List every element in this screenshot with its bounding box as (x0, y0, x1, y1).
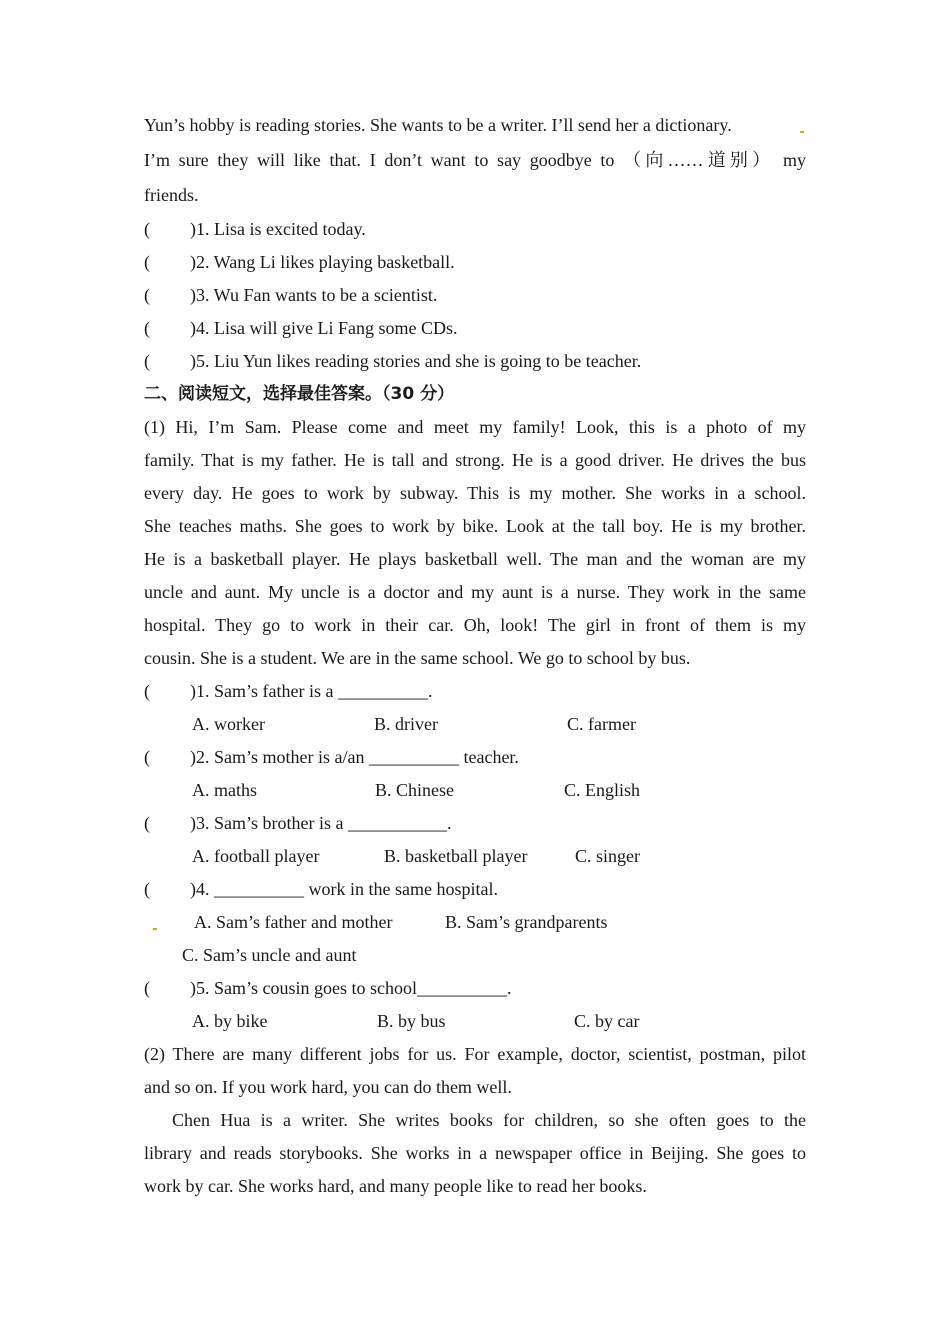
mc-question-1: ( )1. Sam’s father is a __________. (144, 681, 433, 701)
option-b: B. Chinese (375, 780, 454, 800)
option-a: A. by bike (192, 1011, 268, 1031)
section-2-heading: 二、阅读短文，选择最佳答案。（30 分） (144, 384, 455, 404)
passage2-line: (2) There are many different jobs for us. For example, doctor, scientist, postman, pilot (144, 1044, 806, 1064)
option-b: B. by bus (377, 1011, 446, 1031)
passage2-line: library and reads storybooks. She works in a newspaper office in Beijing. She goes to (144, 1143, 806, 1163)
passage1-line: hospital. They go to work in their car. Oh, look! The girl in front of them is my (144, 615, 806, 635)
mc-options-2 (144, 774, 806, 807)
tf-question-1: ( )1. Lisa is excited today. (144, 219, 366, 239)
mc-question-3: ( )3. Sam’s brother is a ___________. (144, 813, 452, 833)
option-a: A. maths (192, 780, 257, 800)
intro-text-3: friends. (144, 185, 199, 205)
tf-question-5: ( )5. Liu Yun likes reading stories and she is going to be teacher. (144, 351, 642, 371)
passage1-line: (1) Hi, I’m Sam. Please come and meet my family! Look, this is a photo of my (144, 417, 806, 437)
mc-options-5 (144, 1005, 806, 1038)
passage1-line: cousin. She is a student. We are in the same school. We go to school by bus. (144, 648, 691, 668)
option-a: A. football player (192, 846, 320, 866)
option-c: C. English (564, 780, 641, 800)
passage1-line: family. That is my father. He is tall and strong. He is a good driver. He drives the bus (144, 450, 806, 470)
intro-text-2: I’m sure they will like that. I don’t want to say goodbye to （向……道别） my (144, 150, 806, 170)
highlight-mark (800, 131, 804, 133)
passage1-line: uncle and aunt. My uncle is a doctor and my aunt is a nurse. They work in the same (144, 582, 806, 602)
option-b: B. driver (374, 714, 438, 734)
option-b: B. basketball player (384, 846, 528, 866)
intro-line-2 (144, 143, 806, 178)
option-b: B. Sam’s grandparents (445, 912, 608, 932)
option-c: C. Sam’s uncle and aunt (182, 945, 357, 965)
option-c: C. by car (574, 1011, 640, 1031)
passage1-line: every day. He goes to work by subway. This is my mother. She works in a school. (144, 483, 806, 503)
option-a: A. Sam’s father and mother (194, 912, 393, 932)
intro-line-1 (144, 108, 806, 143)
worksheet-page (144, 108, 806, 1203)
tf-question-2: ( )2. Wang Li likes playing basketball. (144, 252, 455, 272)
mc-options-3 (144, 840, 806, 873)
intro-line-3 (144, 178, 806, 213)
option-c: C. singer (575, 846, 640, 866)
mc-options-4 (144, 906, 806, 939)
mc-question-5: ( )5. Sam’s cousin goes to school__________. (144, 978, 512, 998)
tf-question-3: ( )3. Wu Fan wants to be a scientist. (144, 285, 438, 305)
passage1-line: She teaches maths. She goes to work by bike. Look at the tall boy. He is my brother. (144, 516, 806, 536)
mc-options-1 (144, 708, 806, 741)
passage2-line: and so on. If you work hard, you can do them well. (144, 1077, 512, 1097)
highlight-mark (153, 928, 157, 930)
mc-question-2: ( )2. Sam’s mother is a/an __________ teacher. (144, 747, 519, 767)
mc-question-4: ( )4. __________ work in the same hospital. (144, 879, 498, 899)
tf-question-4: ( )4. Lisa will give Li Fang some CDs. (144, 318, 458, 338)
option-a: A. worker (192, 714, 265, 734)
mc-options-4-continued (144, 939, 806, 972)
passage1-line: He is a basketball player. He plays basketball well. The man and the woman are my (144, 549, 806, 569)
option-c: C. farmer (567, 714, 636, 734)
passage2-line: Chen Hua is a writer. She writes books for children, so she often goes to the (172, 1110, 806, 1130)
passage2-line: work by car. She works hard, and many people like to read her books. (144, 1176, 647, 1196)
intro-text-1: Yun’s hobby is reading stories. She wants to be a writer. I’ll send her a dictionary. (144, 115, 732, 135)
